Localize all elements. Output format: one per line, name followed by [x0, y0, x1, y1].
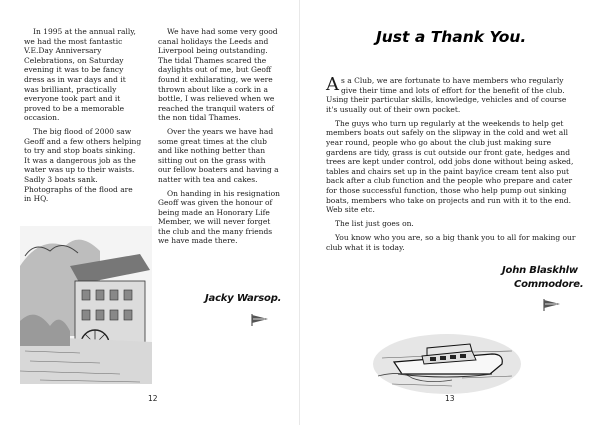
signature: Jacky Warsop.	[205, 293, 282, 304]
signature-name: John Blaskhlw	[502, 265, 578, 276]
paragraph: Over the years we have had some great times at the club and like nothing better than sitting out on the grass with our fellow boaters and having a natter with tea and cakes.	[158, 126, 279, 184]
paragraph: You know who you are, so a big thank you to all for making our club what it is today.	[326, 233, 576, 252]
paragraph: The guys who turn up regularly at the weekends to help get members boats out safely on the slipway in the cold and wet all year round, people who go about the club just making sure gardens are tidy, grass is cut outside our front gate, hedges and trees are kept under control, odd jobs done without being asked, tables and chairs set up in the paint bay/ice cream tent also put back after a club function and the people who prepare and cater for those successful function, those who help pump out sinking boats, members who take on projects and run with it to the end. Web site etc.	[326, 118, 574, 215]
paragraph: The big flood of 2000 saw Geoff and a few others helping to try and stop boats sinking. It was a dangerous job as the water was up to their waists. Sadly 3 boats sank. Photographs of the flood are in HQ.	[24, 126, 142, 204]
paragraph: On handing in his resignation Geoff was given the honour of being made an Honorary Life Member, we will never forget the club and the many friends we have made there.	[158, 188, 280, 246]
club-pennant-icon	[250, 313, 270, 327]
drop-cap: A	[326, 74, 339, 95]
paragraph: In 1995 at the annual rally, we had the most fantastic V.E.Day Anniversary Celebrations, on Saturday evening it was to be fancy dress as in war days and it was brilliant, practically everyone took part and it proved to be a memorable occasion.	[24, 27, 136, 123]
paragraph: The list just goes on.	[335, 219, 414, 229]
paragraph: We have had some very good canal holidays the Leeds and Liverpool being outstanding. The tidal Thames scared the daylights out of me, but Geoff found it exhilarating, we were thrown about like a cork in a bottle, I was relieved when we reached the tranquil waters of the non tidal Thames.	[158, 27, 278, 123]
paragraph-text: s a Club, we are fortunate to have members who regularly give their time and lots of effort for the benefit of the club. Using their particular skills, knowledge, vehicles and of course it's usually out of their own pocket.	[326, 76, 567, 114]
page-number: 12	[148, 394, 158, 403]
motor-launch-illustration	[372, 318, 522, 396]
page-number: 13	[445, 394, 455, 403]
paragraph	[326, 76, 576, 114]
signature-role: Commodore.	[514, 279, 584, 290]
article-body	[326, 76, 576, 257]
riverside-building-illustration	[20, 226, 152, 384]
page-title: Just a Thank You.	[376, 28, 527, 46]
right-column	[158, 27, 280, 250]
club-pennant-icon	[542, 298, 562, 312]
left-column	[24, 27, 142, 208]
